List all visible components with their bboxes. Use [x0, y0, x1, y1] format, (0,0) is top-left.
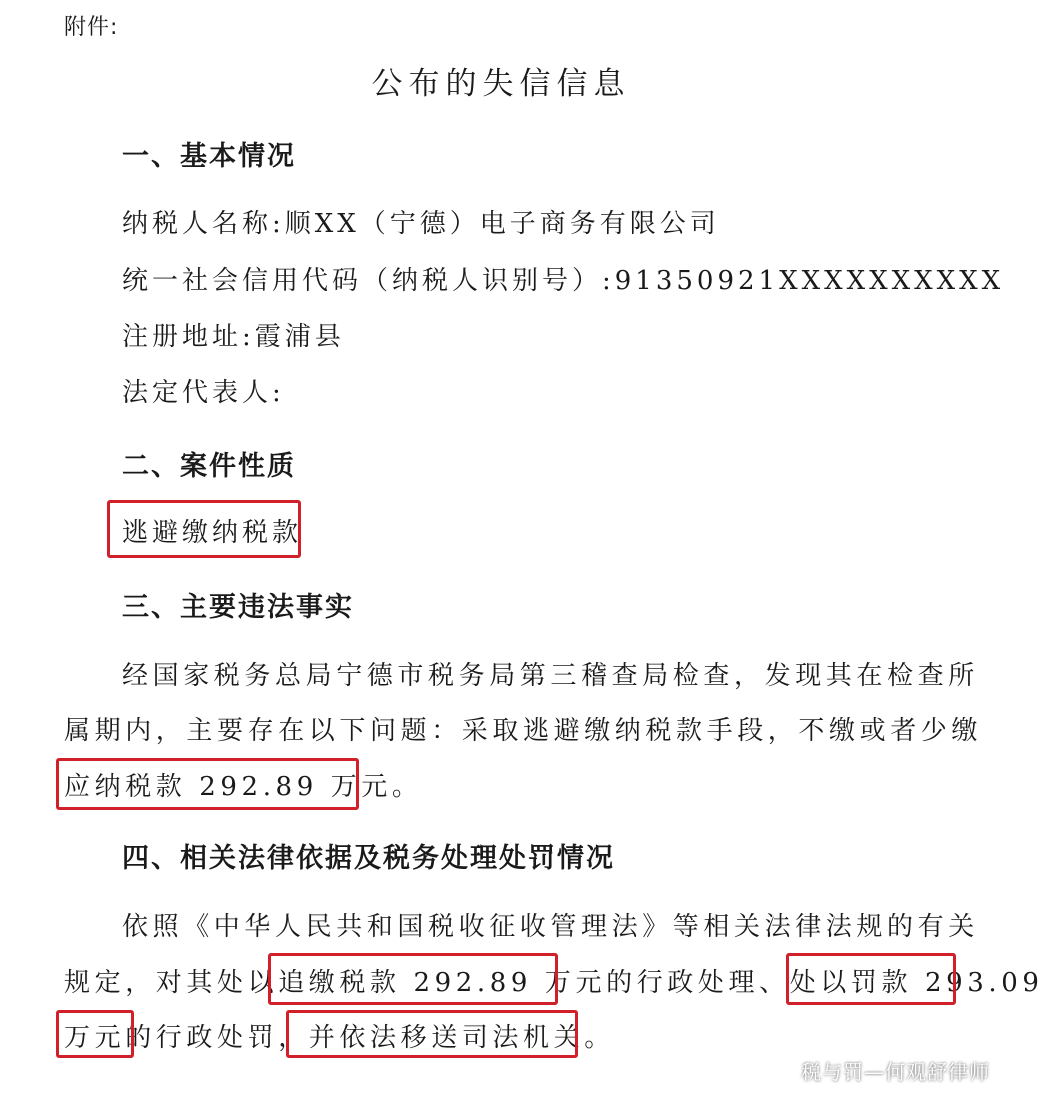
section1-heading: 一、基本情况 [122, 141, 296, 172]
back-tax-amount: 追缴税款 292.89 万元 [278, 968, 607, 998]
highlight-box-unpaid-tax [56, 758, 359, 810]
section3-heading: 三、主要违法事实 [122, 592, 354, 623]
highlight-box-back-tax [268, 953, 558, 1005]
case-nature: 逃避缴纳税款 [122, 518, 303, 548]
fine-unit: 万元 [64, 1023, 126, 1053]
registered-address: 注册地址:霞浦县 [122, 322, 345, 352]
credit-code: 统一社会信用代码（纳税人识别号）:91350921XXXXXXXXXX [122, 266, 1005, 296]
legal-representative: 法定代表人: [122, 378, 285, 408]
facts-line-1: 经国家税务总局宁德市税务局第三稽查局检查，发现其在检查所 [122, 661, 979, 691]
penalty-line-2-middle: 的行政处理、处以 [606, 968, 851, 998]
penalty-line-1: 依照《中华人民共和国税收征收管理法》等相关法律法规的有关 [122, 912, 979, 942]
fine-amount: 罚款 293.09 [850, 968, 1044, 998]
taxpayer-name: 纳税人名称:顺XX（宁德）电子商务有限公司 [122, 209, 720, 239]
facts-line-3: 应纳税款 292.89 万元。 [64, 772, 423, 802]
highlight-box-fine-unit [56, 1010, 134, 1058]
section4-heading: 四、相关法律依据及税务处理处罚情况 [122, 843, 615, 874]
watermark: 税与罚—何观舒律师 [801, 1060, 990, 1084]
penalty-line-2-prefix: 规定，对其处以 [64, 968, 279, 998]
facts-line-2: 属期内，主要存在以下问题：采取逃避缴纳税款手段，不缴或者少缴 [64, 716, 983, 746]
highlight-box-judicial-transfer [286, 1010, 578, 1058]
highlight-box-fine [786, 953, 956, 1005]
highlight-box-case-nature [107, 500, 301, 558]
section2-heading: 二、案件性质 [122, 451, 296, 482]
attachment-label: 附件: [64, 15, 119, 40]
document-title: 公布的失信信息 [371, 66, 631, 102]
judicial-transfer: 并依法移送司法机关。 [308, 1023, 615, 1053]
penalty-line-3-middle: 的行政处罚， [125, 1023, 309, 1053]
